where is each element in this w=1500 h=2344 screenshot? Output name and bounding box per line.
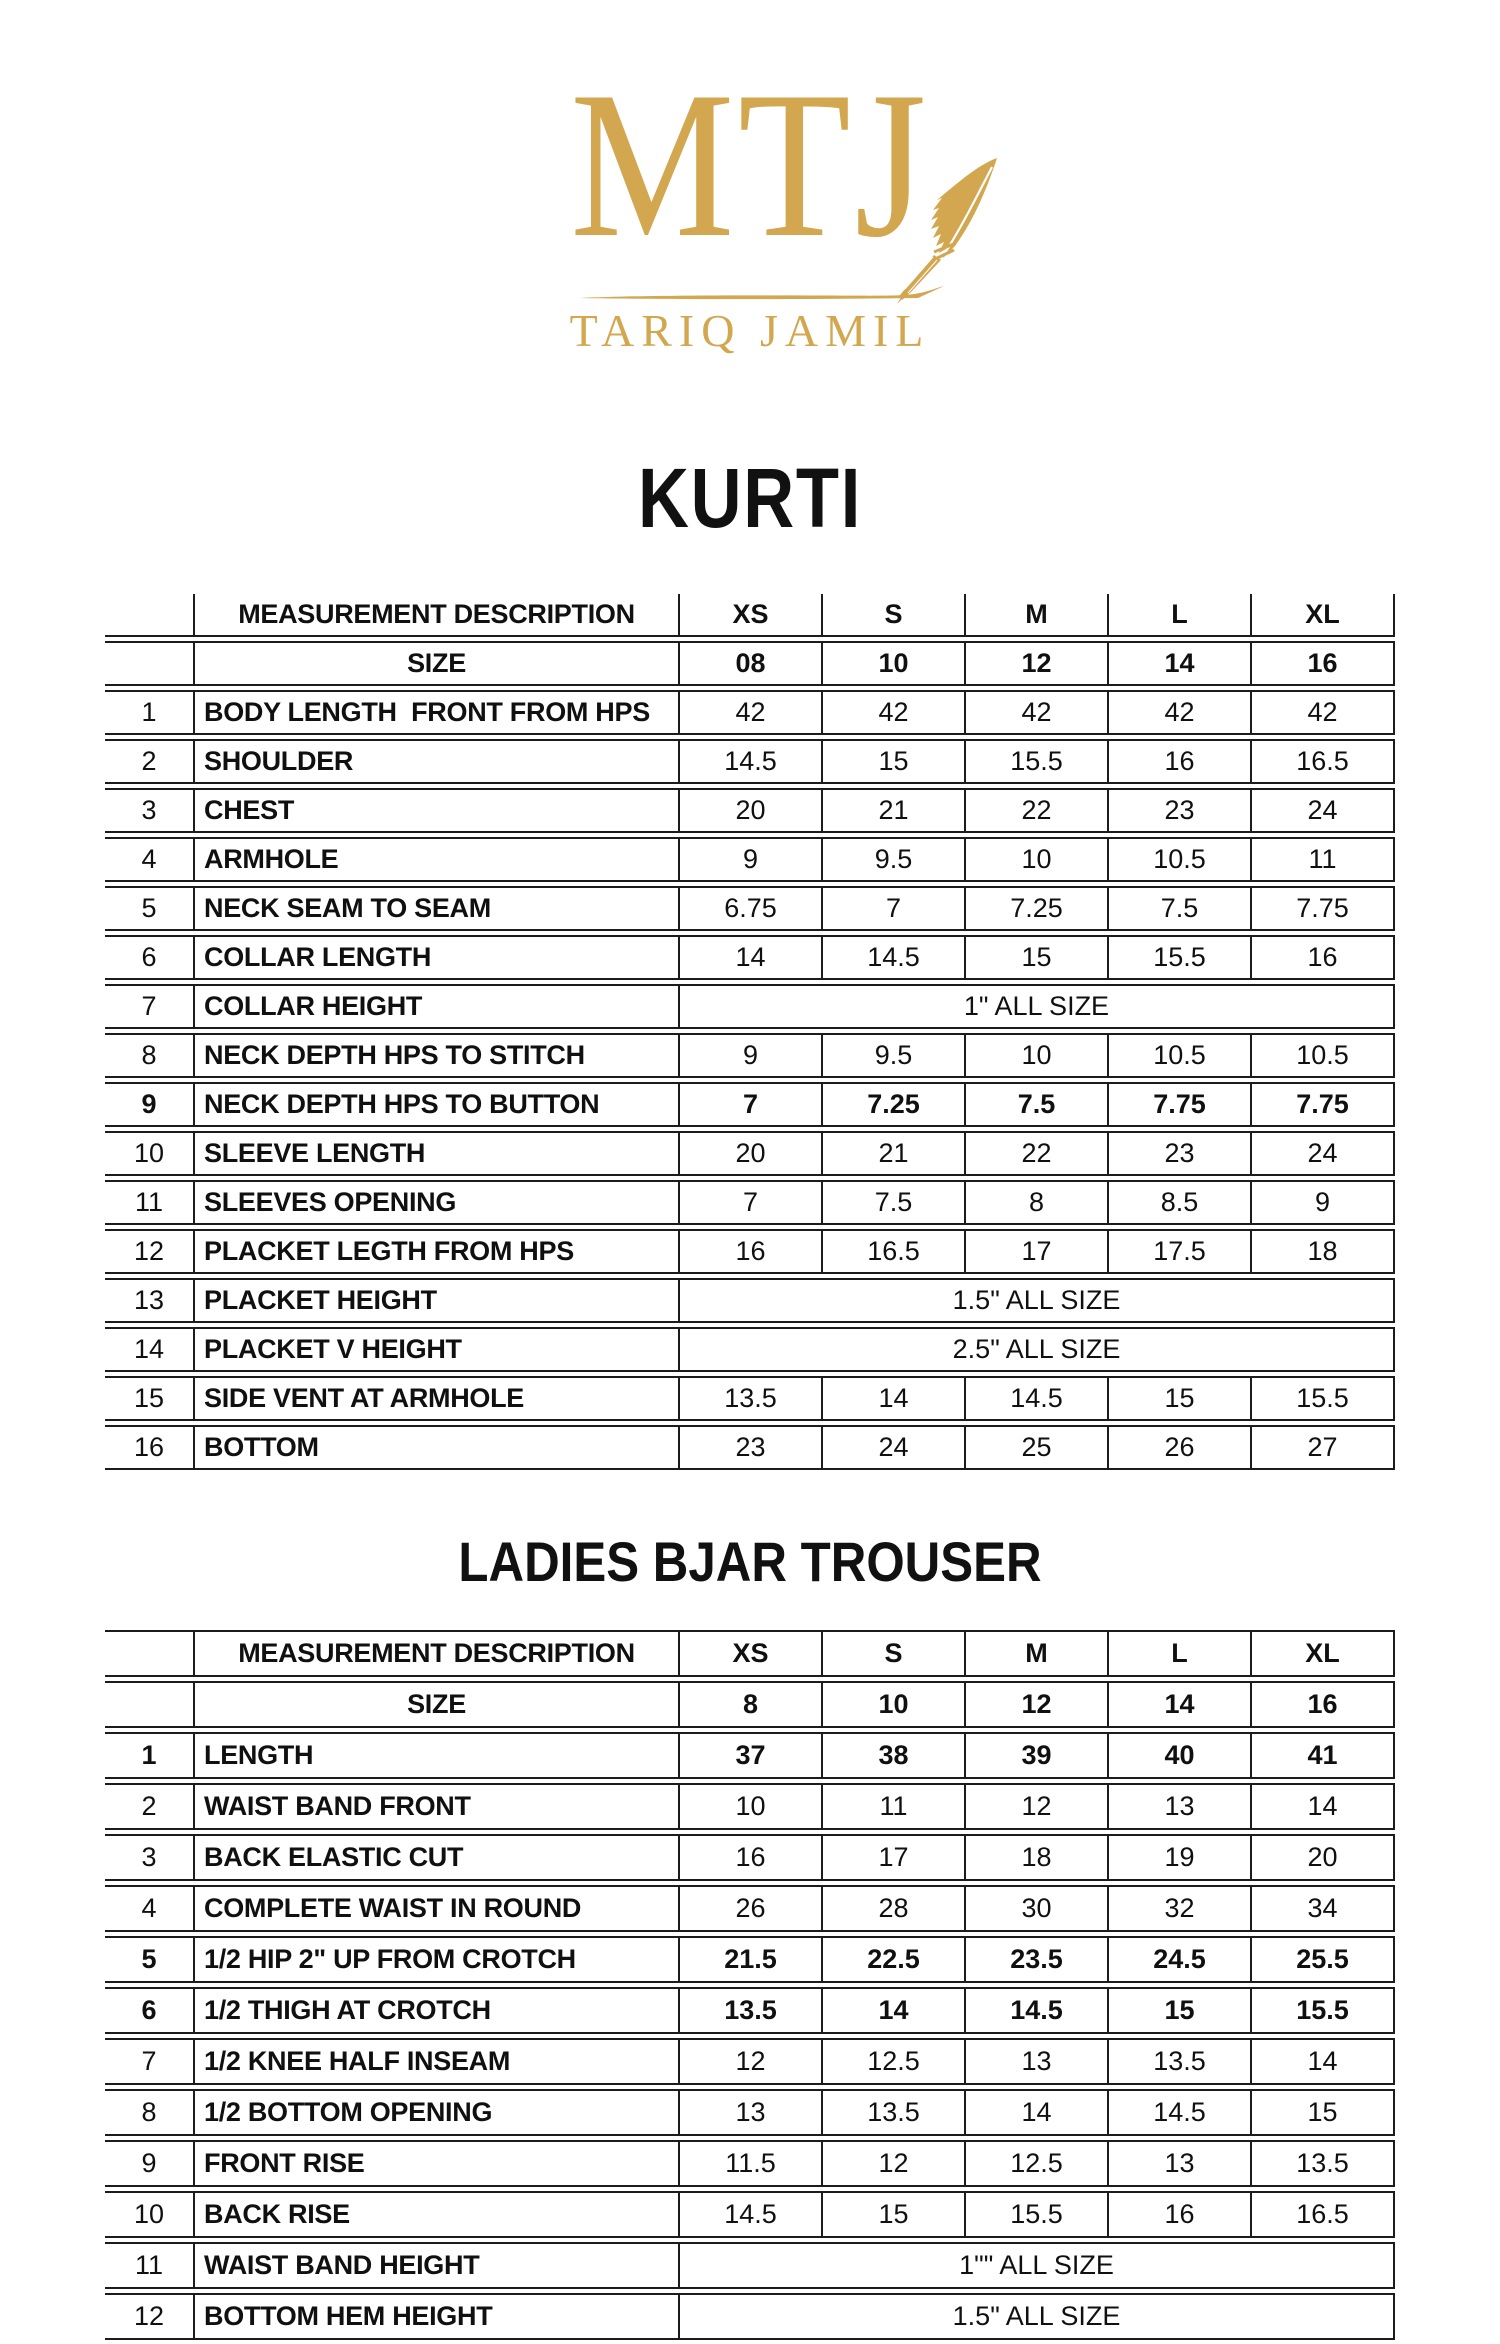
size-value: 23.5 <box>966 1936 1109 1983</box>
size-value: 21 <box>823 788 966 833</box>
size-value: 6.75 <box>680 886 823 931</box>
size-number-value: 12 <box>966 641 1109 686</box>
size-row <box>105 1681 1395 1728</box>
size-value: 14 <box>1252 1783 1395 1830</box>
size-value: 7.25 <box>966 886 1109 931</box>
row-number: 4 <box>105 837 193 882</box>
row-number: 7 <box>105 2038 193 2085</box>
empty-corner-cell <box>105 594 193 637</box>
size-value: 23 <box>680 1425 823 1470</box>
row-number: 12 <box>105 1229 193 1274</box>
size-value: 30 <box>966 1885 1109 1932</box>
measurement-label: PLACKET HEIGHT <box>193 1278 680 1323</box>
row-number: 1 <box>105 690 193 735</box>
measurement-label: 1/2 BOTTOM OPENING <box>193 2089 680 2136</box>
size-value: 7 <box>680 1180 823 1225</box>
size-value: 13.5 <box>1109 2038 1252 2085</box>
size-value: 22 <box>966 1131 1109 1176</box>
size-value: 14 <box>823 1987 966 2034</box>
size-column-header: XS <box>680 594 823 637</box>
row-number: 6 <box>105 935 193 980</box>
size-value: 9 <box>680 1033 823 1078</box>
measurement-label: ARMHOLE <box>193 837 680 882</box>
size-value: 15.5 <box>966 2191 1109 2238</box>
size-number-value: 16 <box>1252 641 1395 686</box>
table-row <box>105 886 1395 931</box>
row-number: 5 <box>105 886 193 931</box>
table-row <box>105 1033 1395 1078</box>
measurement-label: BODY LENGTH FRONT FROM HPS <box>193 690 680 735</box>
table-row <box>105 1936 1395 1983</box>
size-value: 10.5 <box>1252 1033 1395 1078</box>
size-value: 24.5 <box>1109 1936 1252 1983</box>
table-row <box>105 690 1395 735</box>
row-number: 16 <box>105 1425 193 1470</box>
brand-underline <box>578 286 948 304</box>
all-size-value: 1.5" ALL SIZE <box>680 2293 1395 2340</box>
measurement-label: SLEEVE LENGTH <box>193 1131 680 1176</box>
measurement-label: SHOULDER <box>193 739 680 784</box>
size-value: 15 <box>1252 2089 1395 2136</box>
kurti-size-table <box>0 590 1500 1474</box>
size-value: 28 <box>823 1885 966 1932</box>
measurement-label: BOTTOM <box>193 1425 680 1470</box>
size-value: 38 <box>823 1732 966 1779</box>
all-size-value: 1" ALL SIZE <box>680 984 1395 1029</box>
size-value: 24 <box>1252 1131 1395 1176</box>
all-size-value: 1.5" ALL SIZE <box>680 1278 1395 1323</box>
row-number: 5 <box>105 1936 193 1983</box>
size-value: 15 <box>1109 1376 1252 1421</box>
size-value: 16 <box>1109 739 1252 784</box>
table-row <box>105 2140 1395 2187</box>
row-number: 15 <box>105 1376 193 1421</box>
table-row <box>105 2293 1395 2340</box>
size-value: 9.5 <box>823 837 966 882</box>
size-value: 24 <box>1252 788 1395 833</box>
kurti-table <box>105 590 1395 1474</box>
all-size-value: 2.5" ALL SIZE <box>680 1327 1395 1372</box>
size-value: 7.5 <box>823 1180 966 1225</box>
row-number: 10 <box>105 1131 193 1176</box>
measurement-label: NECK DEPTH HPS TO STITCH <box>193 1033 680 1078</box>
size-value: 14.5 <box>823 935 966 980</box>
size-row-label: SIZE <box>193 1681 680 1728</box>
measurement-label: BOTTOM HEM HEIGHT <box>193 2293 680 2340</box>
measurement-label: FRONT RISE <box>193 2140 680 2187</box>
size-value: 13.5 <box>1252 2140 1395 2187</box>
size-value: 14 <box>1252 2038 1395 2085</box>
measurement-label: SLEEVES OPENING <box>193 1180 680 1225</box>
measurement-label: WAIST BAND HEIGHT <box>193 2242 680 2289</box>
size-value: 10 <box>966 837 1109 882</box>
size-value: 25.5 <box>1252 1936 1395 1983</box>
size-value: 16.5 <box>1252 2191 1395 2238</box>
size-value: 13 <box>1109 2140 1252 2187</box>
size-column-header: S <box>823 1630 966 1677</box>
size-value: 15.5 <box>1252 1987 1395 2034</box>
size-value: 12 <box>680 2038 823 2085</box>
size-value: 40 <box>1109 1732 1252 1779</box>
empty-corner-cell <box>105 641 193 686</box>
size-value: 11 <box>823 1783 966 1830</box>
size-value: 21 <box>823 1131 966 1176</box>
table-row <box>105 1131 1395 1176</box>
row-number: 7 <box>105 984 193 1029</box>
size-value: 11 <box>1252 837 1395 882</box>
brand-monogram: MTJ <box>570 49 930 281</box>
measurement-label: NECK SEAM TO SEAM <box>193 886 680 931</box>
row-number: 8 <box>105 2089 193 2136</box>
table-row <box>105 1082 1395 1127</box>
size-value: 24 <box>823 1425 966 1470</box>
measurement-label: 1/2 HIP 2" UP FROM CROTCH <box>193 1936 680 1983</box>
size-value: 37 <box>680 1732 823 1779</box>
table-row <box>105 984 1395 1029</box>
table-row <box>105 1834 1395 1881</box>
empty-corner-cell <box>105 1630 193 1677</box>
size-value: 13.5 <box>823 2089 966 2136</box>
measurement-label: CHEST <box>193 788 680 833</box>
size-value: 13.5 <box>680 1376 823 1421</box>
kurti-title: KURTI <box>638 451 862 545</box>
size-value: 41 <box>1252 1732 1395 1779</box>
size-value: 7.75 <box>1109 1082 1252 1127</box>
row-number: 2 <box>105 739 193 784</box>
brand-logo <box>0 0 1500 420</box>
size-value: 39 <box>966 1732 1109 1779</box>
size-value: 42 <box>680 690 823 735</box>
measurement-description-header: MEASUREMENT DESCRIPTION <box>193 1630 680 1677</box>
measurement-label: BACK ELASTIC CUT <box>193 1834 680 1881</box>
size-value: 18 <box>1252 1229 1395 1274</box>
table-row <box>105 1180 1395 1225</box>
table-row <box>105 788 1395 833</box>
size-value: 16 <box>680 1834 823 1881</box>
measurement-label: BACK RISE <box>193 2191 680 2238</box>
size-value: 9 <box>680 837 823 882</box>
empty-corner-cell <box>105 1681 193 1728</box>
size-number-value: 8 <box>680 1681 823 1728</box>
size-value: 42 <box>1252 690 1395 735</box>
size-value: 7.75 <box>1252 1082 1395 1127</box>
trouser-size-table <box>0 1626 1500 2344</box>
measurement-description-header: MEASUREMENT DESCRIPTION <box>193 594 680 637</box>
row-number: 12 <box>105 2293 193 2340</box>
table-row <box>105 935 1395 980</box>
size-value: 15 <box>966 935 1109 980</box>
table-row <box>105 2191 1395 2238</box>
size-value: 13.5 <box>680 1987 823 2034</box>
row-number: 8 <box>105 1033 193 1078</box>
size-value: 10.5 <box>1109 837 1252 882</box>
brand-name: TARIQ JAMIL <box>569 305 931 356</box>
size-value: 14.5 <box>966 1987 1109 2034</box>
measurement-label: PLACKET LEGTH FROM HPS <box>193 1229 680 1274</box>
size-value: 16.5 <box>1252 739 1395 784</box>
size-column-header: L <box>1109 1630 1252 1677</box>
table-row <box>105 1327 1395 1372</box>
table-row <box>105 1885 1395 1932</box>
row-number: 10 <box>105 2191 193 2238</box>
size-value: 15.5 <box>1109 935 1252 980</box>
size-value: 42 <box>823 690 966 735</box>
row-number: 11 <box>105 2242 193 2289</box>
measurement-label: PLACKET V HEIGHT <box>193 1327 680 1372</box>
size-value: 18 <box>966 1834 1109 1881</box>
row-number: 2 <box>105 1783 193 1830</box>
row-number: 13 <box>105 1278 193 1323</box>
measurement-label: 1/2 KNEE HALF INSEAM <box>193 2038 680 2085</box>
row-number: 3 <box>105 788 193 833</box>
size-value: 13 <box>680 2089 823 2136</box>
size-number-value: 16 <box>1252 1681 1395 1728</box>
row-number: 6 <box>105 1987 193 2034</box>
measurement-label: WAIST BAND FRONT <box>193 1783 680 1830</box>
row-number: 11 <box>105 1180 193 1225</box>
size-row-label: SIZE <box>193 641 680 686</box>
size-number-value: 14 <box>1109 1681 1252 1728</box>
column-header-row <box>105 1630 1395 1677</box>
size-number-value: 10 <box>823 641 966 686</box>
size-column-header: S <box>823 594 966 637</box>
size-value: 20 <box>1252 1834 1395 1881</box>
size-value: 17.5 <box>1109 1229 1252 1274</box>
table-row <box>105 1987 1395 2034</box>
row-number: 3 <box>105 1834 193 1881</box>
size-value: 11.5 <box>680 2140 823 2187</box>
size-value: 20 <box>680 788 823 833</box>
size-value: 42 <box>1109 690 1252 735</box>
size-value: 12.5 <box>823 2038 966 2085</box>
size-value: 10 <box>680 1783 823 1830</box>
table-row <box>105 1425 1395 1470</box>
size-value: 17 <box>966 1229 1109 1274</box>
row-number: 14 <box>105 1327 193 1372</box>
size-value: 14.5 <box>1109 2089 1252 2136</box>
measurement-label: SIDE VENT AT ARMHOLE <box>193 1376 680 1421</box>
size-value: 16 <box>1252 935 1395 980</box>
size-value: 12.5 <box>966 2140 1109 2187</box>
size-column-header: M <box>966 594 1109 637</box>
size-value: 7.5 <box>1109 886 1252 931</box>
size-value: 12 <box>823 2140 966 2187</box>
table-row <box>105 837 1395 882</box>
size-value: 8 <box>966 1180 1109 1225</box>
all-size-value: 1"" ALL SIZE <box>680 2242 1395 2289</box>
size-value: 16 <box>680 1229 823 1274</box>
row-number: 1 <box>105 1732 193 1779</box>
row-number: 4 <box>105 1885 193 1932</box>
size-value: 23 <box>1109 788 1252 833</box>
row-number: 9 <box>105 2140 193 2187</box>
size-column-header: XS <box>680 1630 823 1677</box>
size-value: 12 <box>966 1783 1109 1830</box>
table-row <box>105 1732 1395 1779</box>
size-value: 25 <box>966 1425 1109 1470</box>
size-value: 27 <box>1252 1425 1395 1470</box>
size-value: 19 <box>1109 1834 1252 1881</box>
size-value: 7 <box>823 886 966 931</box>
size-value: 7.75 <box>1252 886 1395 931</box>
size-value: 23 <box>1109 1131 1252 1176</box>
size-value: 22 <box>966 788 1109 833</box>
size-value: 10.5 <box>1109 1033 1252 1078</box>
size-value: 42 <box>966 690 1109 735</box>
size-value: 15 <box>823 2191 966 2238</box>
size-value: 7.5 <box>966 1082 1109 1127</box>
measurement-label: COLLAR HEIGHT <box>193 984 680 1029</box>
size-row <box>105 641 1395 686</box>
size-value: 13 <box>1109 1783 1252 1830</box>
size-value: 14 <box>823 1376 966 1421</box>
size-column-header: L <box>1109 594 1252 637</box>
size-value: 26 <box>1109 1425 1252 1470</box>
size-value: 15 <box>823 739 966 784</box>
size-value: 14.5 <box>680 739 823 784</box>
column-header-row <box>105 594 1395 637</box>
size-value: 14 <box>680 935 823 980</box>
size-value: 15.5 <box>1252 1376 1395 1421</box>
size-value: 13 <box>966 2038 1109 2085</box>
size-value: 9.5 <box>823 1033 966 1078</box>
size-value: 15 <box>1109 1987 1252 2034</box>
measurement-label: COMPLETE WAIST IN ROUND <box>193 1885 680 1932</box>
size-value: 16 <box>1109 2191 1252 2238</box>
trouser-title: LADIES BJAR TROUSER <box>458 1530 1042 1593</box>
table-row <box>105 1229 1395 1274</box>
row-number: 9 <box>105 1082 193 1127</box>
size-value: 26 <box>680 1885 823 1932</box>
measurement-label: LENGTH <box>193 1732 680 1779</box>
size-value: 17 <box>823 1834 966 1881</box>
size-column-header: XL <box>1252 1630 1395 1677</box>
table-row <box>105 739 1395 784</box>
size-value: 20 <box>680 1131 823 1176</box>
size-value: 14.5 <box>966 1376 1109 1421</box>
size-value: 7 <box>680 1082 823 1127</box>
size-number-value: 10 <box>823 1681 966 1728</box>
size-column-header: XL <box>1252 594 1395 637</box>
size-value: 8.5 <box>1109 1180 1252 1225</box>
measurement-label: COLLAR LENGTH <box>193 935 680 980</box>
table-row <box>105 2089 1395 2136</box>
size-number-value: 08 <box>680 641 823 686</box>
table-row <box>105 1278 1395 1323</box>
size-value: 10 <box>966 1033 1109 1078</box>
size-column-header: M <box>966 1630 1109 1677</box>
size-value: 34 <box>1252 1885 1395 1932</box>
size-number-value: 14 <box>1109 641 1252 686</box>
size-value: 14 <box>966 2089 1109 2136</box>
size-value: 7.25 <box>823 1082 966 1127</box>
measurement-label: NECK DEPTH HPS TO BUTTON <box>193 1082 680 1127</box>
table-row <box>105 1376 1395 1421</box>
table-row <box>105 1783 1395 1830</box>
trouser-table <box>105 1626 1395 2344</box>
size-number-value: 12 <box>966 1681 1109 1728</box>
size-value: 22.5 <box>823 1936 966 1983</box>
size-value: 21.5 <box>680 1936 823 1983</box>
measurement-label: 1/2 THIGH AT CROTCH <box>193 1987 680 2034</box>
size-value: 14.5 <box>680 2191 823 2238</box>
table-row <box>105 2038 1395 2085</box>
table-row <box>105 2242 1395 2289</box>
size-value: 16.5 <box>823 1229 966 1274</box>
size-value: 9 <box>1252 1180 1395 1225</box>
size-value: 15.5 <box>966 739 1109 784</box>
size-value: 32 <box>1109 1885 1252 1932</box>
